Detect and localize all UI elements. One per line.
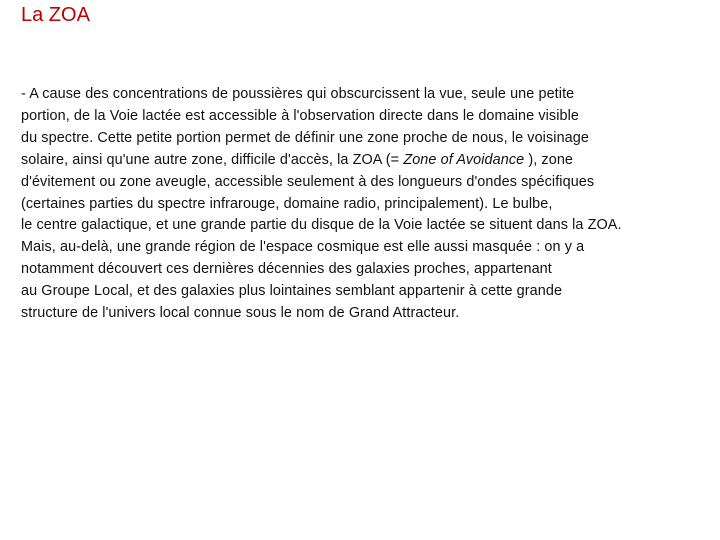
- body-line: structure de l'univers local connue sous le nom de Grand Attracteur.: [21, 305, 460, 322]
- body-text-segment: solaire, ainsi qu'une autre zone, difficile d'accès, la ZOA (=: [21, 151, 400, 168]
- body-line: portion, de la Voie lactée est accessible à l'observation directe dans le domaine visible: [21, 107, 580, 124]
- body-line: du spectre. Cette petite portion permet de définir une zone proche de nous, le voisinage: [21, 129, 589, 146]
- body-line: notamment découvert ces dernières décennies des galaxies proches, appartenant: [21, 261, 552, 278]
- body-line: d'évitement ou zone aveugle, accessible seulement à des longueurs d'ondes spécifiques: [21, 173, 595, 190]
- body-text-segment: ), zone: [528, 151, 574, 168]
- slide-title: La ZOA: [21, 4, 90, 26]
- body-line-with-emphasis: [21, 150, 711, 172]
- body-line: - A cause des concentrations de poussières qui obscurcissent la vue, seule une petite: [21, 86, 575, 102]
- slide-body-text: [21, 84, 711, 325]
- body-line: au Groupe Local, et des galaxies plus lointaines semblant appartenir à cette grande: [21, 283, 563, 300]
- body-line: le centre galactique, et une grande partie du disque de la Voie lactée se situent dans la ZOA.: [21, 217, 622, 234]
- body-line: Mais, au-delà, une grande région de l'espace cosmique est elle aussi masquée : on y a: [21, 239, 585, 256]
- body-line: (certaines parties du spectre infrarouge, domaine radio, principalement). Le bulbe,: [21, 195, 553, 212]
- zone-of-avoidance-term: Zone of Avoidance: [403, 151, 525, 168]
